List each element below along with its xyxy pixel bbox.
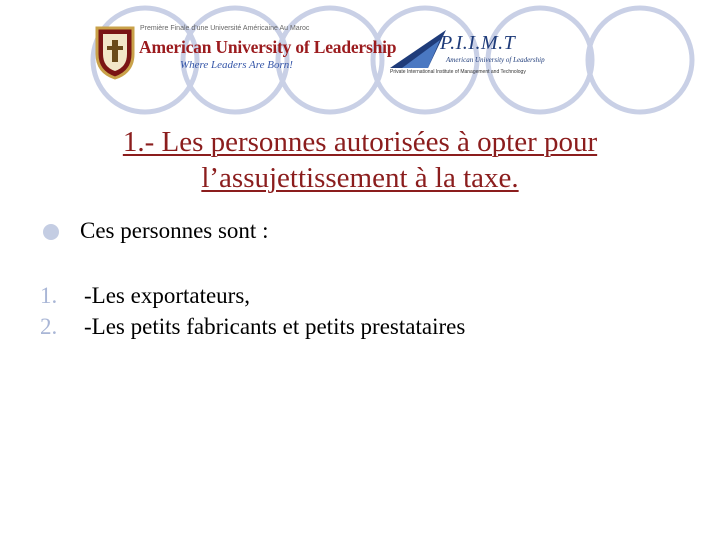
list-number: 2. bbox=[40, 314, 58, 339]
aul-crest-icon bbox=[93, 24, 137, 80]
aul-tagline: Première Finale d'une Université Américaine Au Maroc bbox=[140, 25, 310, 32]
aul-slogan: Where Leaders Are Born! bbox=[180, 59, 293, 71]
piimt-footer: Private International Institute of Management and Technology bbox=[390, 69, 526, 75]
slide-title-line-1: 1.- Les personnes autorisées à opter pour bbox=[122, 126, 598, 158]
slide-title bbox=[0, 124, 720, 196]
bullet-text: Ces personnes sont : bbox=[80, 218, 269, 243]
slide-title-line-2: l’assujettissement à la taxe. bbox=[201, 162, 519, 194]
piimt-name: P.I.I.M.T bbox=[440, 32, 516, 54]
list-text: -Les petits fabricants et petits prestataires bbox=[84, 314, 466, 339]
aul-name: American University of Leadership bbox=[139, 37, 397, 57]
list-number: 1. bbox=[40, 283, 58, 308]
list-text: -Les exportateurs, bbox=[84, 283, 251, 308]
header-logos bbox=[0, 0, 720, 100]
piimt-subtitle: American University of Leadership bbox=[446, 56, 545, 64]
piimt-sail-icon bbox=[388, 28, 448, 70]
bullet-dot-icon bbox=[43, 224, 59, 240]
